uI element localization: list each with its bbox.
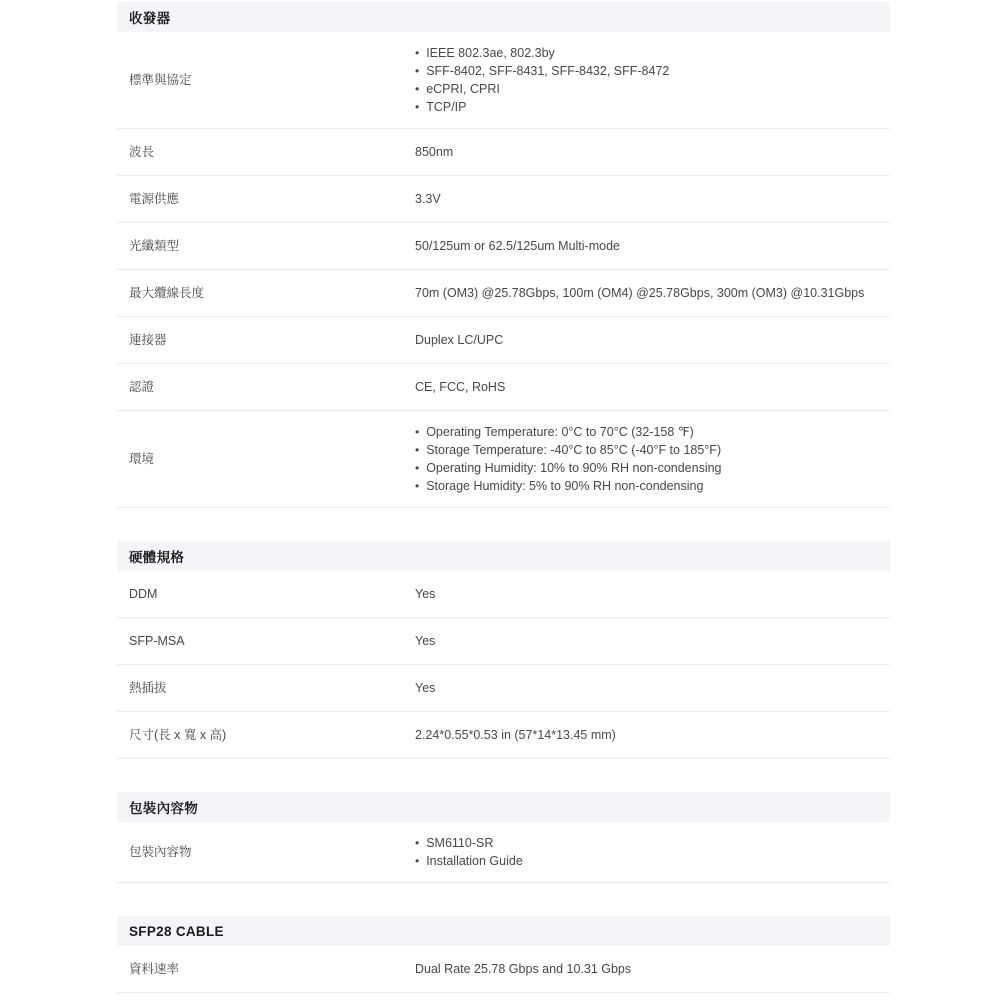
bullet-text: Installation Guide — [426, 854, 523, 868]
row-label: 環境 — [129, 451, 155, 466]
row-label: DDM — [129, 586, 158, 601]
bullet-item — [415, 63, 890, 79]
spec-section — [117, 916, 890, 993]
row-label: SFP-MSA — [129, 633, 185, 648]
bullet-list — [415, 45, 890, 115]
bullet-text: TCP/IP — [426, 100, 467, 114]
spec-section — [117, 2, 890, 508]
section-title: 硬體規格 — [129, 550, 185, 565]
spec-row — [117, 32, 890, 129]
row-label: 認證 — [129, 379, 155, 394]
bullet-item — [415, 424, 890, 440]
bullet-item — [415, 45, 890, 61]
bullet-text: Storage Humidity: 5% to 90% RH non-condensing — [426, 479, 704, 493]
spec-row — [117, 822, 890, 883]
bullet-text: SFF-8402, SFF-8431, SFF-8432, SFF-8472 — [426, 64, 670, 78]
section-header — [117, 2, 890, 32]
spec-section — [117, 541, 890, 759]
bullet-text: eCPRI, CPRI — [426, 82, 500, 96]
row-label: 熱插拔 — [129, 680, 167, 695]
bullet-item — [415, 442, 890, 458]
row-value — [415, 835, 890, 869]
bullet-item — [415, 853, 890, 869]
bullet-item — [415, 460, 890, 476]
bullet-icon: • — [415, 46, 420, 60]
spec-row — [117, 270, 890, 317]
bullet-item — [415, 478, 890, 494]
row-label: 資料速率 — [129, 961, 180, 976]
bullet-list — [415, 424, 890, 494]
row-value — [415, 45, 890, 115]
row-value: 3.3V — [415, 191, 441, 206]
row-label: 波長 — [129, 144, 155, 159]
row-value: Yes — [415, 633, 436, 648]
row-value: 850nm — [415, 144, 454, 159]
bullet-text: Operating Humidity: 10% to 90% RH non-condensing — [426, 461, 722, 475]
spec-row — [117, 946, 890, 993]
row-label: 電源供應 — [129, 191, 180, 206]
spec-row — [117, 364, 890, 411]
spec-row — [117, 712, 890, 759]
spec-section — [117, 792, 890, 883]
section-header — [117, 916, 890, 946]
bullet-text: Operating Temperature: 0°C to 70°C (32-158 ℉) — [426, 425, 694, 439]
row-value: Yes — [415, 586, 436, 601]
spec-table — [117, 2, 890, 993]
spec-row — [117, 223, 890, 270]
section-title: 收發器 — [129, 11, 171, 26]
bullet-text: Storage Temperature: -40°C to 85°C (-40°F to 185°F) — [426, 443, 722, 457]
bullet-list — [415, 835, 890, 869]
bullet-text: SM6110-SR — [426, 836, 494, 850]
bullet-icon: • — [415, 479, 420, 493]
bullet-icon: • — [415, 64, 420, 78]
row-value: 2.24*0.55*0.53 in (57*14*13.45 mm) — [415, 727, 616, 742]
row-value: Dual Rate 25.78 Gbps and 10.31 Gbps — [415, 961, 632, 976]
spec-row — [117, 571, 890, 618]
row-label: 光纖類型 — [129, 238, 180, 253]
bullet-icon: • — [415, 425, 420, 439]
bullet-icon: • — [415, 836, 420, 850]
row-label: 包裝內容物 — [129, 844, 192, 859]
bullet-icon: • — [415, 461, 420, 475]
spec-row — [117, 176, 890, 223]
spec-row — [117, 317, 890, 364]
row-value: Yes — [415, 680, 436, 695]
row-label: 連接器 — [129, 332, 167, 347]
section-header — [117, 792, 890, 822]
row-value: Duplex LC/UPC — [415, 332, 504, 347]
spec-row — [117, 618, 890, 665]
bullet-item — [415, 835, 890, 851]
row-value: 70m (OM3) @25.78Gbps, 100m (OM4) @25.78Gbps, 300m (OM3) @10.31Gbps — [415, 285, 865, 300]
row-label: 最大纜線長度 — [129, 285, 205, 300]
bullet-text: IEEE 802.3ae, 802.3by — [426, 46, 555, 60]
bullet-icon: • — [415, 100, 420, 114]
bullet-icon: • — [415, 854, 420, 868]
bullet-item — [415, 99, 890, 115]
row-value — [415, 424, 890, 494]
spec-row — [117, 411, 890, 508]
section-title: SFP28 CABLE — [129, 923, 224, 939]
section-header — [117, 541, 890, 571]
row-label: 標準與協定 — [129, 72, 192, 87]
spec-row — [117, 665, 890, 712]
spec-row — [117, 129, 890, 176]
bullet-icon: • — [415, 443, 420, 457]
row-value: 50/125um or 62.5/125um Multi-mode — [415, 238, 620, 253]
section-title: 包裝內容物 — [129, 801, 198, 816]
bullet-icon: • — [415, 82, 420, 96]
row-value: CE, FCC, RoHS — [415, 379, 506, 394]
bullet-item — [415, 81, 890, 97]
row-label: 尺寸(長 x 寬 x 高) — [129, 727, 227, 742]
